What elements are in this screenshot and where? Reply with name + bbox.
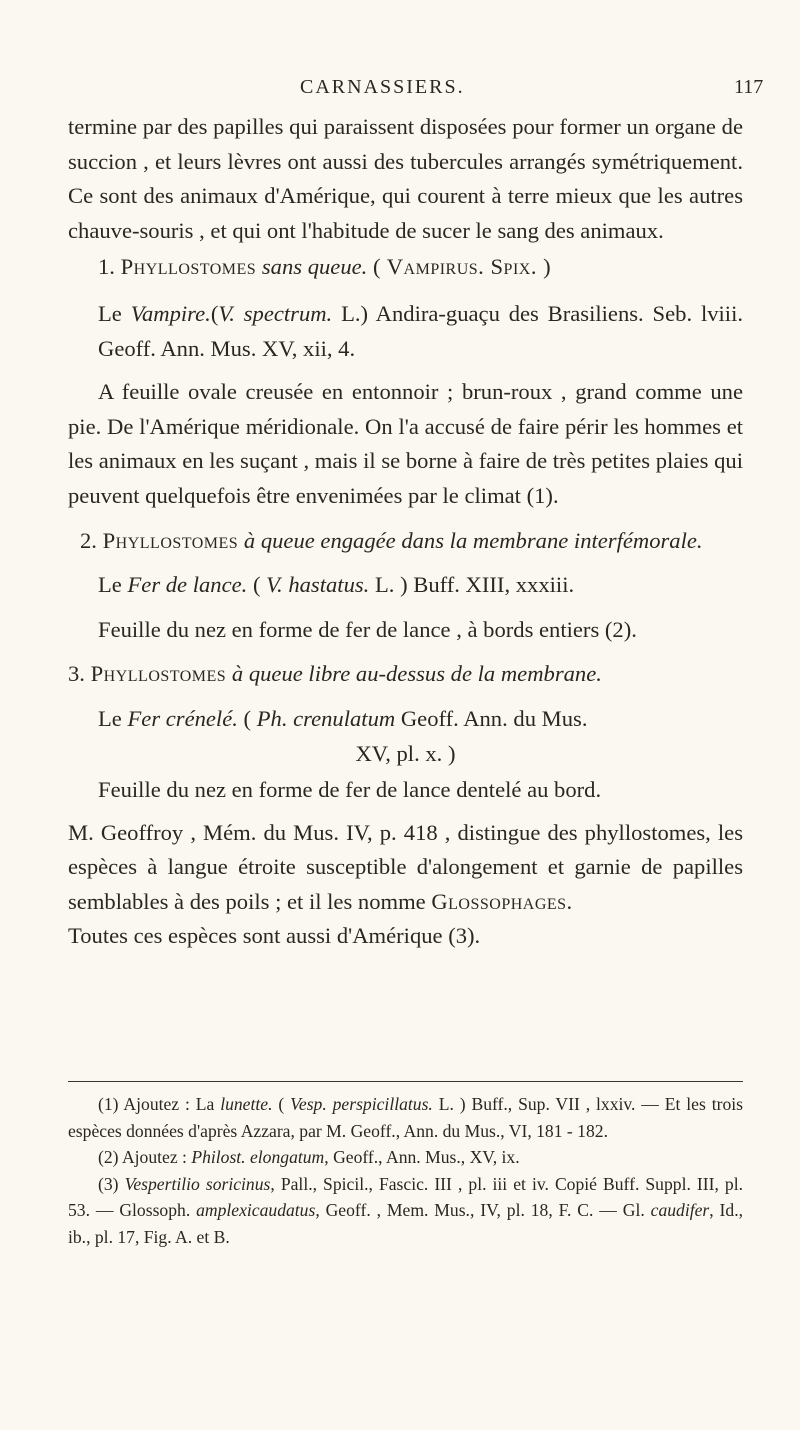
section-heading-2 bbox=[68, 524, 743, 559]
section-number: 1. bbox=[98, 254, 121, 280]
page-header bbox=[0, 76, 800, 106]
species-reference: Geoff. Ann. du Mus. bbox=[400, 705, 588, 731]
section-qualifier: à queue libre au-dessus de la membrane. bbox=[231, 661, 602, 687]
section-heading-3 bbox=[68, 657, 743, 692]
species-latin-name: Ph. crenulatum bbox=[256, 705, 396, 731]
genus-glossophages: Glossophages. bbox=[431, 888, 573, 914]
paragraph-geoffroy: M. Geoffroy , Mém. du Mus. IV, p. 418 , distingue des phyllostomes, les espèces à langue étroite susceptible d'alongement et garnie de papilles semblables à des poils ; et il les nomme Glossophages. bbox=[68, 819, 743, 914]
species-description: Feuille du nez en forme de fer de lance , à bords entiers (2). bbox=[98, 616, 637, 642]
species-latin-name: V. hastatus. bbox=[266, 572, 370, 598]
running-head: CARNASSIERS. bbox=[300, 76, 465, 98]
footnote-2: (2) Ajoutez : Philost. elongatum, Geoff., Ann. Mus., XV, ix. bbox=[98, 1147, 520, 1168]
section-genus: ( Vampirus. Spix. ) bbox=[372, 254, 552, 280]
species-common-name: Fer de lance. bbox=[127, 572, 248, 598]
species-fer-de-lance: Le Fer de lance. ( V. hastatus. L. ) Buff. XIII, xxxiii. bbox=[98, 572, 575, 598]
footnote-3: (3) Vespertilio soricinus, Pall., Spicil., Fascic. III , pl. iii et iv. Copié Buff. Suppl. III, pl. 53. — Glossoph. amplexicaudatus, Geoff. , Mem. Mus., IV, pl. 18, F. C. — Gl. caudifer, Id., ib., pl. 17, Fig. A. et B. bbox=[68, 1173, 744, 1247]
page-number: 117 bbox=[734, 76, 764, 98]
section-title: Phyllostomes bbox=[90, 661, 227, 687]
main-text bbox=[68, 110, 743, 954]
paragraph-toutes: Toutes ces espèces sont aussi d'Amérique (3). bbox=[68, 923, 481, 949]
footnote-1: (1) Ajoutez : La lunette. ( Vesp. perspicillatus. L. ) Buff., Sup. VII , lxxiv. — Et les trois espèces données d'après Azzara, par M. Geoff., Ann. du Mus., VI, 181 - 182. bbox=[68, 1094, 743, 1141]
species-reference: L. ) Buff. XIII, xxxiii. bbox=[374, 572, 575, 598]
section-title: Phyllostomes bbox=[102, 527, 239, 553]
section-qualifier: à queue engagée dans la membrane interfémorale. bbox=[243, 527, 703, 553]
paragraph-intro: termine par des papilles qui paraissent disposées pour former un organe de succion , et leurs lèvres ont aussi des tubercules arrangés symétriquement. Ce sont des animaux d'Amérique, qui courent à terre mieux que les autres chauve-souris , et qui ont l'habitude de sucer le sang des animaux. bbox=[68, 114, 743, 243]
section-heading-1 bbox=[68, 250, 743, 285]
section-title: Phyllostomes bbox=[120, 254, 257, 280]
species-reference-cont: XV, pl. x. ) bbox=[355, 740, 456, 766]
footnote-divider bbox=[68, 1081, 743, 1082]
species-common-name: Vampire. bbox=[130, 300, 211, 326]
footnotes bbox=[68, 1091, 743, 1251]
species-reference: L.) Andira-guaçu des Brasiliens. Seb. lviii. Geoff. Ann. Mus. XV, xii, 4. bbox=[98, 300, 743, 361]
species-fer-crenele: Le Fer crénelé. ( Ph. crenulatum Geoff. Ann. du Mus. bbox=[98, 705, 588, 731]
species-vampire: Le Vampire.(V. spectrum. L.) Andira-guaçu des Brasiliens. Seb. lviii. Geoff. Ann. Mus. XV, xii, 4. bbox=[98, 300, 743, 361]
section-qualifier: sans queue. bbox=[261, 254, 368, 280]
species-latin-name: V. spectrum. bbox=[218, 300, 333, 326]
species-description: Feuille du nez en forme de fer de lance dentelé au bord. bbox=[98, 777, 602, 803]
species-description: A feuille ovale creusée en entonnoir ; brun-roux , grand comme une pie. De l'Amérique méridionale. On l'a accusé de faire périr les hommes et les animaux en les suçant , mais il se borne à faire de très petites plaies qui peuvent quelquefois être envenimées par le climat (1). bbox=[68, 379, 743, 508]
section-number: 3. bbox=[68, 661, 91, 687]
species-common-name: Fer crénelé. bbox=[127, 705, 238, 731]
section-number: 2. bbox=[80, 527, 103, 553]
